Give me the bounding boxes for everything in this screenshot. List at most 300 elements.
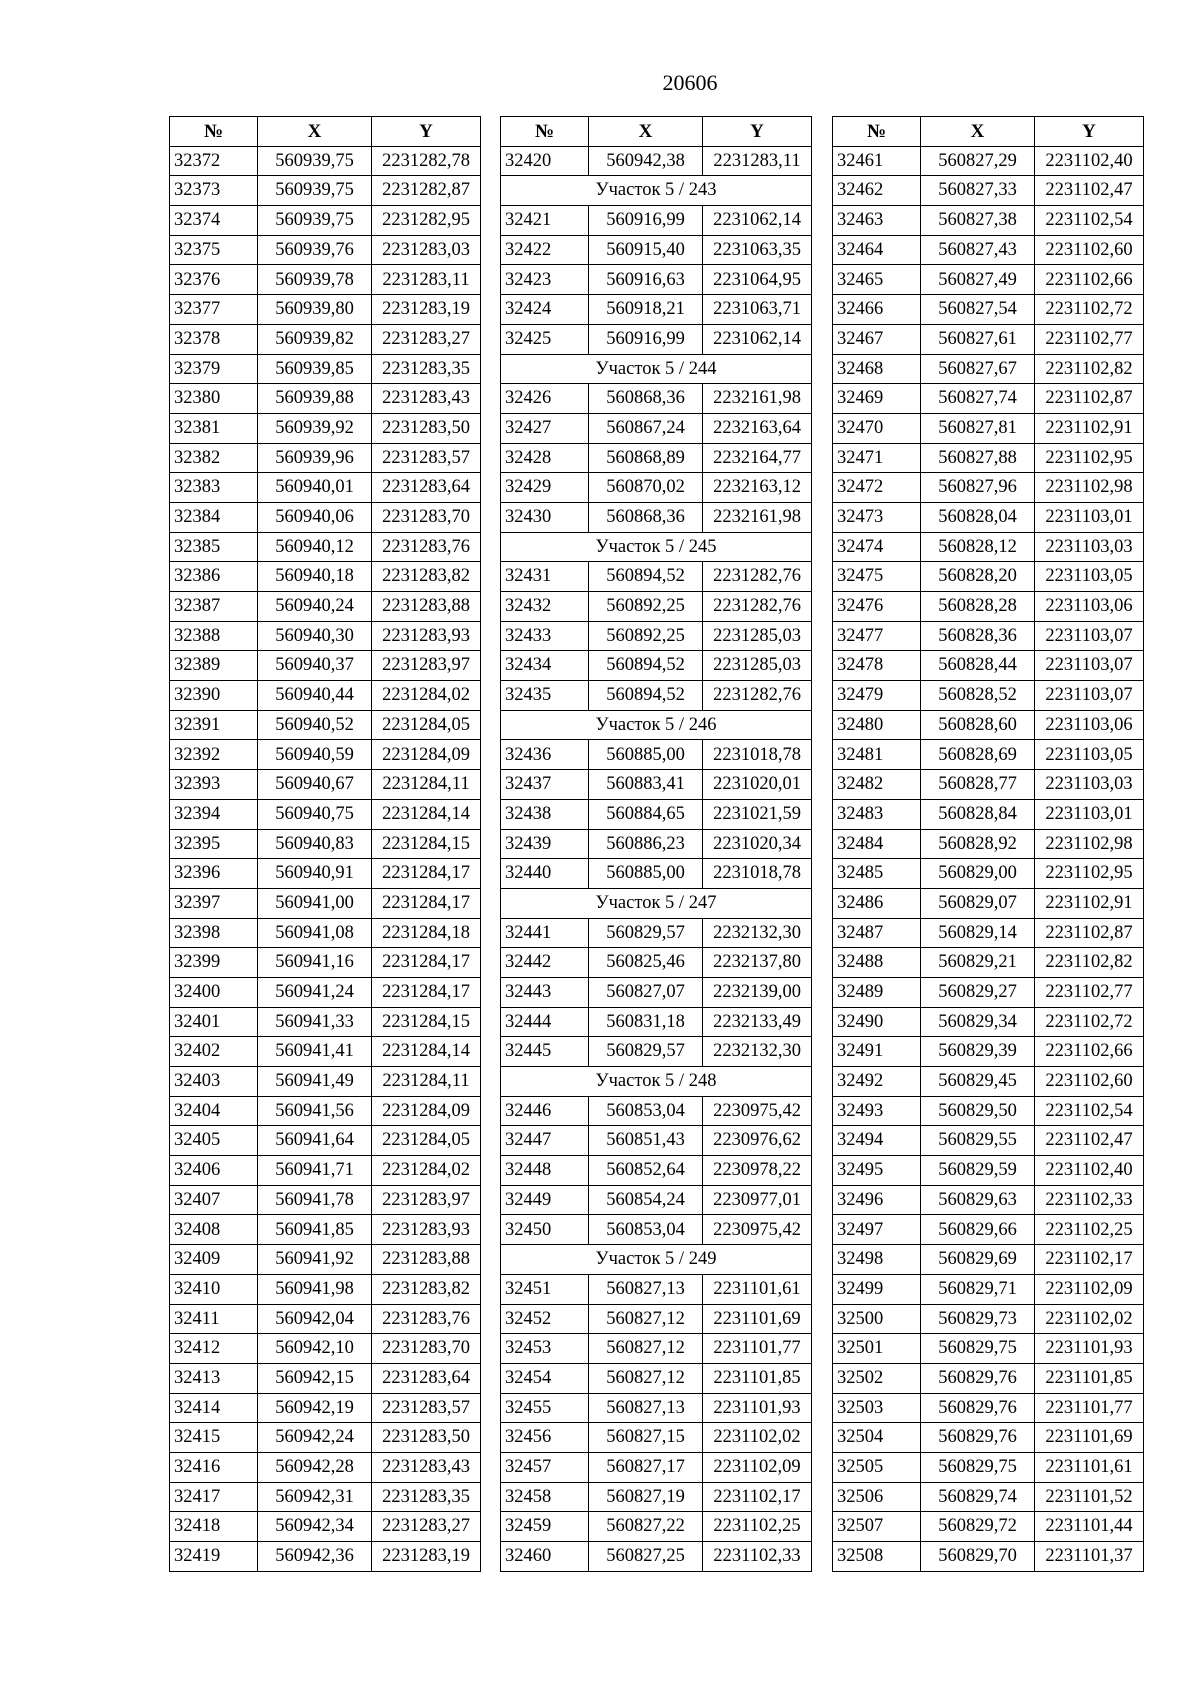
point-number-cell: 32414 [170, 1393, 258, 1423]
y-coordinate-cell: 2231102,60 [1035, 1067, 1144, 1097]
table-row [501, 1304, 812, 1334]
x-coordinate-cell: 560941,16 [258, 948, 372, 978]
point-number-cell: 32443 [501, 977, 589, 1007]
table-row [833, 1215, 1144, 1245]
point-number-cell: 32462 [833, 176, 921, 206]
point-number-cell: 32374 [170, 206, 258, 236]
table-body [170, 146, 481, 1571]
point-number-cell: 32419 [170, 1542, 258, 1572]
x-coordinate-cell: 560827,13 [589, 1393, 703, 1423]
y-coordinate-cell: 2231102,47 [1035, 1126, 1144, 1156]
x-coordinate-cell: 560942,19 [258, 1393, 372, 1423]
y-coordinate-cell: 2231101,85 [1035, 1363, 1144, 1393]
x-coordinate-cell: 560884,65 [589, 799, 703, 829]
table-row [170, 1185, 481, 1215]
table-row [501, 829, 812, 859]
y-coordinate-cell: 2231284,11 [372, 770, 481, 800]
x-coordinate-cell: 560940,44 [258, 681, 372, 711]
point-number-cell: 32483 [833, 799, 921, 829]
point-number-cell: 32441 [501, 918, 589, 948]
y-coordinate-cell: 2231063,35 [703, 235, 812, 265]
y-coordinate-cell: 2231101,61 [703, 1274, 812, 1304]
table-row [170, 621, 481, 651]
point-number-cell: 32421 [501, 206, 589, 236]
point-number-cell: 32435 [501, 681, 589, 711]
point-number-cell: 32403 [170, 1067, 258, 1097]
point-number-cell: 32506 [833, 1482, 921, 1512]
y-coordinate-cell: 2231102,87 [1035, 384, 1144, 414]
table-row [833, 1007, 1144, 1037]
y-coordinate-cell: 2231284,05 [372, 1126, 481, 1156]
point-number-cell: 32492 [833, 1067, 921, 1097]
x-coordinate-cell: 560827,54 [921, 295, 1035, 325]
table-row [170, 1096, 481, 1126]
point-number-cell: 32452 [501, 1304, 589, 1334]
table-row [501, 948, 812, 978]
x-coordinate-cell: 560918,21 [589, 295, 703, 325]
x-coordinate-cell: 560894,52 [589, 562, 703, 592]
table-row [170, 977, 481, 1007]
point-number-cell: 32431 [501, 562, 589, 592]
table-row [501, 1007, 812, 1037]
y-coordinate-cell: 2231062,14 [703, 324, 812, 354]
point-number-cell: 32420 [501, 146, 589, 176]
point-number-cell: 32442 [501, 948, 589, 978]
x-coordinate-cell: 560829,34 [921, 1007, 1035, 1037]
point-number-cell: 32382 [170, 443, 258, 473]
x-coordinate-cell: 560942,15 [258, 1363, 372, 1393]
point-number-cell: 32432 [501, 592, 589, 622]
y-coordinate-cell: 2231021,59 [703, 799, 812, 829]
table-row [170, 1126, 481, 1156]
y-coordinate-cell: 2231101,69 [703, 1304, 812, 1334]
point-number-cell: 32390 [170, 681, 258, 711]
y-coordinate-cell: 2232164,77 [703, 443, 812, 473]
point-number-cell: 32380 [170, 384, 258, 414]
y-coordinate-cell: 2231103,07 [1035, 681, 1144, 711]
point-number-cell: 32429 [501, 473, 589, 503]
y-coordinate-cell: 2231102,17 [1035, 1245, 1144, 1275]
y-coordinate-cell: 2231283,97 [372, 651, 481, 681]
table-row [170, 799, 481, 829]
point-number-cell: 32450 [501, 1215, 589, 1245]
y-coordinate-cell: 2232163,64 [703, 413, 812, 443]
y-coordinate-cell: 2231102,40 [1035, 1156, 1144, 1186]
x-coordinate-cell: 560941,24 [258, 977, 372, 1007]
y-coordinate-cell: 2232161,98 [703, 384, 812, 414]
y-coordinate-cell: 2231283,03 [372, 235, 481, 265]
y-coordinate-cell: 2232137,80 [703, 948, 812, 978]
x-coordinate-cell: 560829,55 [921, 1126, 1035, 1156]
point-number-cell: 32430 [501, 502, 589, 532]
x-coordinate-cell: 560940,83 [258, 829, 372, 859]
y-coordinate-cell: 2231102,33 [703, 1542, 812, 1572]
y-coordinate-cell: 2231102,77 [1035, 977, 1144, 1007]
table-row [170, 1304, 481, 1334]
point-number-cell: 32384 [170, 502, 258, 532]
table-row [833, 235, 1144, 265]
coordinates-table-2-wrapper [500, 116, 812, 1572]
y-coordinate-cell: 2231101,44 [1035, 1512, 1144, 1542]
x-coordinate-cell: 560941,49 [258, 1067, 372, 1097]
section-row [501, 888, 812, 918]
table-row [170, 829, 481, 859]
point-number-cell: 32461 [833, 146, 921, 176]
coordinates-table-1-wrapper [169, 116, 481, 1572]
table-header-row [501, 117, 812, 147]
y-coordinate-cell: 2231102,91 [1035, 888, 1144, 918]
y-coordinate-cell: 2231284,15 [372, 1007, 481, 1037]
x-coordinate-cell: 560894,52 [589, 681, 703, 711]
x-coordinate-cell: 560827,81 [921, 413, 1035, 443]
y-coordinate-cell: 2231283,88 [372, 592, 481, 622]
y-coordinate-cell: 2231102,54 [1035, 206, 1144, 236]
x-coordinate-cell: 560940,91 [258, 859, 372, 889]
x-coordinate-cell: 560942,31 [258, 1482, 372, 1512]
y-coordinate-cell: 2231283,19 [372, 295, 481, 325]
y-coordinate-cell: 2231101,69 [1035, 1423, 1144, 1453]
y-coordinate-cell: 2231102,82 [1035, 354, 1144, 384]
x-coordinate-cell: 560940,12 [258, 532, 372, 562]
table-row [501, 918, 812, 948]
table-row [501, 592, 812, 622]
point-number-cell: 32484 [833, 829, 921, 859]
x-coordinate-cell: 560939,78 [258, 265, 372, 295]
table-row [833, 324, 1144, 354]
table-row [170, 651, 481, 681]
y-coordinate-cell: 2231102,95 [1035, 859, 1144, 889]
table-row [501, 562, 812, 592]
y-coordinate-cell: 2231102,77 [1035, 324, 1144, 354]
x-coordinate-cell: 560829,45 [921, 1067, 1035, 1097]
point-number-cell: 32378 [170, 324, 258, 354]
table-row [501, 146, 812, 176]
x-coordinate-cell: 560942,36 [258, 1542, 372, 1572]
table-row [501, 295, 812, 325]
y-coordinate-cell: 2231284,02 [372, 681, 481, 711]
x-coordinate-cell: 560829,76 [921, 1363, 1035, 1393]
table-row [170, 710, 481, 740]
header-number: № [170, 117, 258, 147]
table-row [833, 1393, 1144, 1423]
x-coordinate-cell: 560829,27 [921, 977, 1035, 1007]
point-number-cell: 32440 [501, 859, 589, 889]
y-coordinate-cell: 2231102,54 [1035, 1096, 1144, 1126]
x-coordinate-cell: 560827,19 [589, 1482, 703, 1512]
point-number-cell: 32489 [833, 977, 921, 1007]
y-coordinate-cell: 2230978,22 [703, 1156, 812, 1186]
y-coordinate-cell: 2231285,03 [703, 651, 812, 681]
x-coordinate-cell: 560827,13 [589, 1274, 703, 1304]
y-coordinate-cell: 2231283,93 [372, 1215, 481, 1245]
y-coordinate-cell: 2231283,27 [372, 324, 481, 354]
point-number-cell: 32392 [170, 740, 258, 770]
x-coordinate-cell: 560939,85 [258, 354, 372, 384]
point-number-cell: 32375 [170, 235, 258, 265]
x-coordinate-cell: 560828,77 [921, 770, 1035, 800]
y-coordinate-cell: 2231101,37 [1035, 1542, 1144, 1572]
point-number-cell: 32424 [501, 295, 589, 325]
point-number-cell: 32383 [170, 473, 258, 503]
x-coordinate-cell: 560829,76 [921, 1423, 1035, 1453]
y-coordinate-cell: 2231284,09 [372, 1096, 481, 1126]
x-coordinate-cell: 560829,75 [921, 1334, 1035, 1364]
coordinates-table [169, 116, 481, 1572]
x-coordinate-cell: 560942,10 [258, 1334, 372, 1364]
x-coordinate-cell: 560940,37 [258, 651, 372, 681]
point-number-cell: 32437 [501, 770, 589, 800]
table-row [170, 918, 481, 948]
table-row [170, 859, 481, 889]
x-coordinate-cell: 560829,39 [921, 1037, 1035, 1067]
point-number-cell: 32479 [833, 681, 921, 711]
y-coordinate-cell: 2231018,78 [703, 740, 812, 770]
x-coordinate-cell: 560868,36 [589, 502, 703, 532]
table-row [501, 1363, 812, 1393]
x-coordinate-cell: 560941,64 [258, 1126, 372, 1156]
section-label: Участок 5 / 243 [501, 176, 812, 206]
y-coordinate-cell: 2231282,95 [372, 206, 481, 236]
table-row [833, 740, 1144, 770]
x-coordinate-cell: 560827,61 [921, 324, 1035, 354]
y-coordinate-cell: 2231282,76 [703, 592, 812, 622]
x-coordinate-cell: 560916,63 [589, 265, 703, 295]
point-number-cell: 32393 [170, 770, 258, 800]
point-number-cell: 32404 [170, 1096, 258, 1126]
point-number-cell: 32448 [501, 1156, 589, 1186]
x-coordinate-cell: 560939,76 [258, 235, 372, 265]
point-number-cell: 32398 [170, 918, 258, 948]
table-row [833, 681, 1144, 711]
table-row [501, 1542, 812, 1572]
y-coordinate-cell: 2232139,00 [703, 977, 812, 1007]
table-row [501, 443, 812, 473]
table-row [833, 888, 1144, 918]
table-row [170, 206, 481, 236]
x-coordinate-cell: 560941,92 [258, 1245, 372, 1275]
y-coordinate-cell: 2231283,35 [372, 1482, 481, 1512]
x-coordinate-cell: 560828,20 [921, 562, 1035, 592]
section-label: Участок 5 / 244 [501, 354, 812, 384]
table-row [833, 206, 1144, 236]
point-number-cell: 32427 [501, 413, 589, 443]
x-coordinate-cell: 560941,33 [258, 1007, 372, 1037]
table-row [833, 621, 1144, 651]
table-row [170, 562, 481, 592]
x-coordinate-cell: 560940,01 [258, 473, 372, 503]
table-row [170, 770, 481, 800]
table-row [833, 384, 1144, 414]
point-number-cell: 32455 [501, 1393, 589, 1423]
table-row [833, 146, 1144, 176]
table-row [170, 1156, 481, 1186]
point-number-cell: 32415 [170, 1423, 258, 1453]
point-number-cell: 32454 [501, 1363, 589, 1393]
table-row [170, 146, 481, 176]
x-coordinate-cell: 560829,66 [921, 1215, 1035, 1245]
header-x: X [589, 117, 703, 147]
point-number-cell: 32409 [170, 1245, 258, 1275]
point-number-cell: 32408 [170, 1215, 258, 1245]
table-row [501, 859, 812, 889]
table-row [833, 354, 1144, 384]
x-coordinate-cell: 560827,74 [921, 384, 1035, 414]
point-number-cell: 32501 [833, 1334, 921, 1364]
table-row [833, 1512, 1144, 1542]
table-row [170, 740, 481, 770]
y-coordinate-cell: 2231103,03 [1035, 532, 1144, 562]
section-label: Участок 5 / 248 [501, 1067, 812, 1097]
point-number-cell: 32426 [501, 384, 589, 414]
y-coordinate-cell: 2231103,06 [1035, 710, 1144, 740]
y-coordinate-cell: 2231283,50 [372, 413, 481, 443]
point-number-cell: 32386 [170, 562, 258, 592]
point-number-cell: 32468 [833, 354, 921, 384]
table-row [501, 681, 812, 711]
table-row [833, 977, 1144, 1007]
y-coordinate-cell: 2231101,77 [1035, 1393, 1144, 1423]
y-coordinate-cell: 2230975,42 [703, 1096, 812, 1126]
x-coordinate-cell: 560940,30 [258, 621, 372, 651]
y-coordinate-cell: 2231102,72 [1035, 1007, 1144, 1037]
point-number-cell: 32497 [833, 1215, 921, 1245]
x-coordinate-cell: 560829,74 [921, 1482, 1035, 1512]
x-coordinate-cell: 560829,57 [589, 918, 703, 948]
table-row [501, 502, 812, 532]
table-row [833, 1334, 1144, 1364]
point-number-cell: 32459 [501, 1512, 589, 1542]
point-number-cell: 32445 [501, 1037, 589, 1067]
point-number-cell: 32373 [170, 176, 258, 206]
x-coordinate-cell: 560829,73 [921, 1304, 1035, 1334]
point-number-cell: 32410 [170, 1274, 258, 1304]
point-number-cell: 32505 [833, 1452, 921, 1482]
point-number-cell: 32494 [833, 1126, 921, 1156]
y-coordinate-cell: 2231285,03 [703, 621, 812, 651]
table-row [170, 888, 481, 918]
x-coordinate-cell: 560851,43 [589, 1126, 703, 1156]
x-coordinate-cell: 560915,40 [589, 235, 703, 265]
x-coordinate-cell: 560939,82 [258, 324, 372, 354]
y-coordinate-cell: 2231063,71 [703, 295, 812, 325]
point-number-cell: 32449 [501, 1185, 589, 1215]
table-row [833, 176, 1144, 206]
point-number-cell: 32504 [833, 1423, 921, 1453]
x-coordinate-cell: 560829,07 [921, 888, 1035, 918]
y-coordinate-cell: 2231284,11 [372, 1067, 481, 1097]
y-coordinate-cell: 2231102,82 [1035, 948, 1144, 978]
table-row [170, 1423, 481, 1453]
table-row [833, 1185, 1144, 1215]
point-number-cell: 32507 [833, 1512, 921, 1542]
x-coordinate-cell: 560894,52 [589, 651, 703, 681]
header-number: № [501, 117, 589, 147]
table-row [170, 681, 481, 711]
point-number-cell: 32458 [501, 1482, 589, 1512]
y-coordinate-cell: 2231283,19 [372, 1542, 481, 1572]
table-row [833, 443, 1144, 473]
y-coordinate-cell: 2231283,50 [372, 1423, 481, 1453]
point-number-cell: 32391 [170, 710, 258, 740]
x-coordinate-cell: 560941,71 [258, 1156, 372, 1186]
x-coordinate-cell: 560827,29 [921, 146, 1035, 176]
table-row [501, 384, 812, 414]
y-coordinate-cell: 2231103,05 [1035, 562, 1144, 592]
point-number-cell: 32478 [833, 651, 921, 681]
table-row [833, 1126, 1144, 1156]
point-number-cell: 32439 [501, 829, 589, 859]
x-coordinate-cell: 560827,25 [589, 1542, 703, 1572]
x-coordinate-cell: 560941,98 [258, 1274, 372, 1304]
section-row [501, 1245, 812, 1275]
coordinates-table-3-wrapper [832, 116, 1144, 1572]
x-coordinate-cell: 560941,56 [258, 1096, 372, 1126]
y-coordinate-cell: 2231283,11 [372, 265, 481, 295]
point-number-cell: 32477 [833, 621, 921, 651]
point-number-cell: 32401 [170, 1007, 258, 1037]
table-row [170, 1542, 481, 1572]
point-number-cell: 32413 [170, 1363, 258, 1393]
x-coordinate-cell: 560828,28 [921, 592, 1035, 622]
point-number-cell: 32379 [170, 354, 258, 384]
x-coordinate-cell: 560827,33 [921, 176, 1035, 206]
x-coordinate-cell: 560885,00 [589, 740, 703, 770]
y-coordinate-cell: 2231283,43 [372, 1452, 481, 1482]
point-number-cell: 32372 [170, 146, 258, 176]
y-coordinate-cell: 2230975,42 [703, 1215, 812, 1245]
table-row [501, 473, 812, 503]
table-row [170, 1067, 481, 1097]
y-coordinate-cell: 2231283,64 [372, 1363, 481, 1393]
coordinates-table [832, 116, 1144, 1572]
table-row [833, 1363, 1144, 1393]
x-coordinate-cell: 560853,04 [589, 1096, 703, 1126]
point-number-cell: 32481 [833, 740, 921, 770]
y-coordinate-cell: 2231020,01 [703, 770, 812, 800]
point-number-cell: 32485 [833, 859, 921, 889]
x-coordinate-cell: 560868,89 [589, 443, 703, 473]
x-coordinate-cell: 560868,36 [589, 384, 703, 414]
y-coordinate-cell: 2231103,05 [1035, 740, 1144, 770]
y-coordinate-cell: 2231018,78 [703, 859, 812, 889]
table-row [833, 592, 1144, 622]
point-number-cell: 32471 [833, 443, 921, 473]
x-coordinate-cell: 560940,24 [258, 592, 372, 622]
table-row [833, 948, 1144, 978]
x-coordinate-cell: 560827,22 [589, 1512, 703, 1542]
table-row [501, 1334, 812, 1364]
point-number-cell: 32503 [833, 1393, 921, 1423]
point-number-cell: 32475 [833, 562, 921, 592]
table-row [170, 1482, 481, 1512]
x-coordinate-cell: 560828,04 [921, 502, 1035, 532]
x-coordinate-cell: 560941,41 [258, 1037, 372, 1067]
section-row [501, 176, 812, 206]
point-number-cell: 32474 [833, 532, 921, 562]
table-row [501, 799, 812, 829]
x-coordinate-cell: 560827,07 [589, 977, 703, 1007]
y-coordinate-cell: 2230977,01 [703, 1185, 812, 1215]
point-number-cell: 32396 [170, 859, 258, 889]
point-number-cell: 32395 [170, 829, 258, 859]
y-coordinate-cell: 2231283,57 [372, 443, 481, 473]
y-coordinate-cell: 2231020,34 [703, 829, 812, 859]
y-coordinate-cell: 2231283,97 [372, 1185, 481, 1215]
point-number-cell: 32465 [833, 265, 921, 295]
table-row [833, 1096, 1144, 1126]
point-number-cell: 32487 [833, 918, 921, 948]
table-row [501, 1512, 812, 1542]
